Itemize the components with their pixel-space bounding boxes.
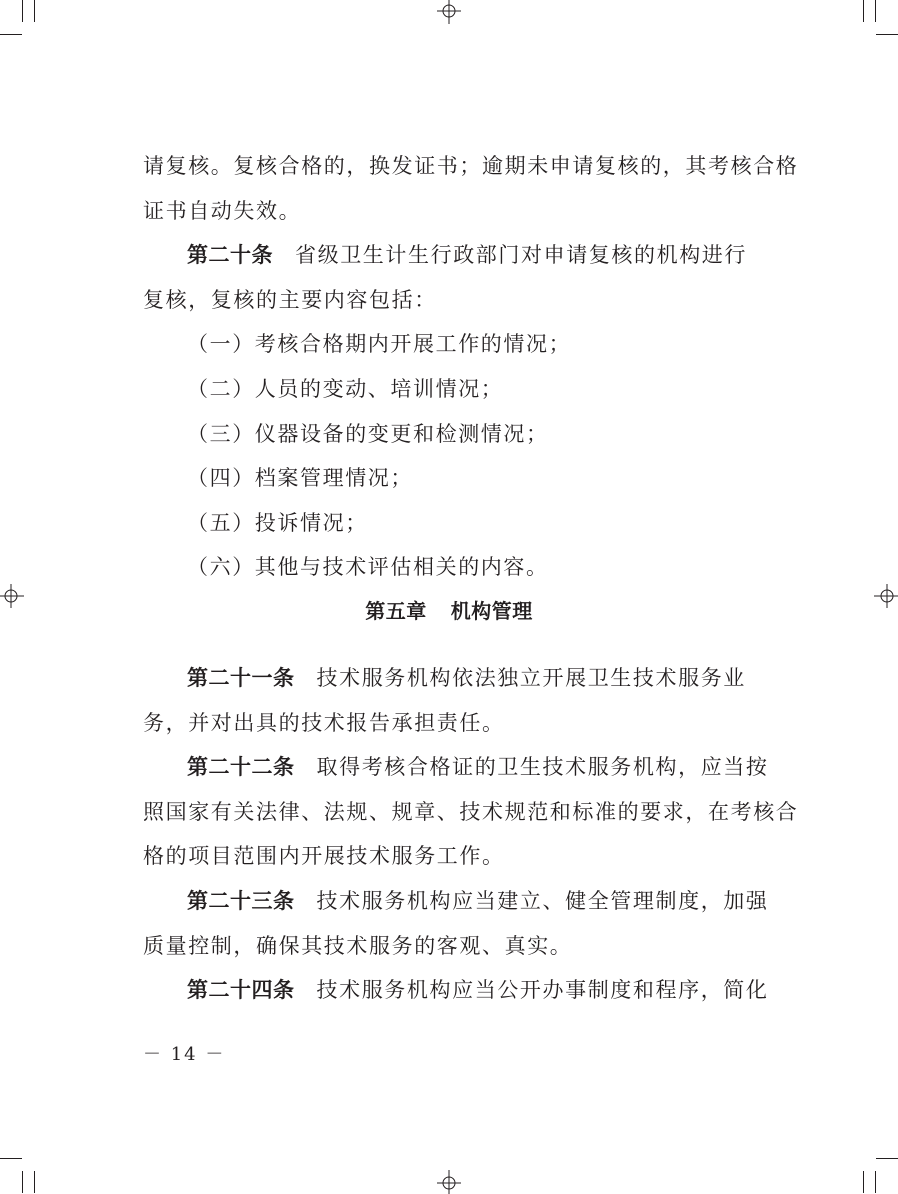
crop-mark xyxy=(876,1158,898,1159)
chapter-heading xyxy=(143,590,755,656)
crop-mark xyxy=(875,1171,876,1193)
article-23 xyxy=(143,879,769,924)
crop-mark xyxy=(0,1158,22,1159)
crop-mark xyxy=(863,1171,864,1193)
article-21 xyxy=(143,656,755,701)
page-number: － 14 － xyxy=(143,1044,226,1065)
body-text-line: 务，并对出具的技术报告承担责任。 xyxy=(143,710,505,735)
crop-mark xyxy=(34,1171,35,1193)
crop-mark xyxy=(22,1171,23,1193)
chapter-number: 第五章 xyxy=(365,598,427,623)
registration-mark-icon xyxy=(0,584,24,608)
body-text-line: 照国家有关法律、法规、规章、技术规范和标准的要求，在考核合 xyxy=(143,799,799,824)
list-item: （六）其他与技术评估相关的内容。 xyxy=(187,555,549,580)
crop-mark xyxy=(875,0,876,22)
article-22 xyxy=(143,745,769,790)
body-text-line: 格的项目范围内开展技术服务工作。 xyxy=(143,844,505,869)
list-item: （三）仪器设备的变更和检测情况； xyxy=(187,421,549,446)
article-text: 技术服务机构依法独立开展卫生技术服务业 xyxy=(316,665,746,690)
body-text-line: 复核，复核的主要内容包括： xyxy=(143,287,437,312)
article-text: 取得考核合格证的卫生技术服务机构，应当按 xyxy=(316,755,769,780)
body-text-line: 证书自动失效。 xyxy=(143,198,302,223)
list-item: （二）人员的变动、培训情况； xyxy=(187,376,504,401)
article-text: 技术服务机构应当建立、健全管理制度，加强 xyxy=(316,888,769,913)
crop-mark xyxy=(0,34,22,35)
list-item: （五）投诉情况； xyxy=(187,510,368,535)
article-24 xyxy=(143,968,769,1013)
registration-mark-icon xyxy=(874,584,898,608)
crop-mark xyxy=(22,0,23,22)
document-body xyxy=(143,144,799,1013)
crop-mark xyxy=(876,34,898,35)
registration-mark-icon xyxy=(437,0,461,24)
crop-mark xyxy=(863,0,864,22)
article-title: 第二十四条 xyxy=(187,978,295,1003)
article-title: 第二十条 xyxy=(187,243,273,268)
chapter-title: 机构管理 xyxy=(450,598,533,623)
article-20 xyxy=(143,233,755,278)
article-title: 第二十一条 xyxy=(187,665,295,690)
list-item: （四）档案管理情况； xyxy=(187,466,413,491)
registration-mark-icon xyxy=(437,1170,461,1194)
body-text-line: 请复核。复核合格的，换发证书；逾期未申请复核的，其考核合格 xyxy=(143,154,799,178)
article-title: 第二十二条 xyxy=(187,755,295,780)
list-item: （一）考核合格期内开展工作的情况； xyxy=(187,332,572,357)
article-title: 第二十三条 xyxy=(187,888,295,913)
article-text: 省级卫生计生行政部门对申请复核的机构进行 xyxy=(295,243,747,268)
crop-mark xyxy=(34,0,35,22)
article-text: 技术服务机构应当公开办事制度和程序，简化 xyxy=(316,978,769,1003)
body-text-line: 质量控制，确保其技术服务的客观、真实。 xyxy=(143,933,573,958)
